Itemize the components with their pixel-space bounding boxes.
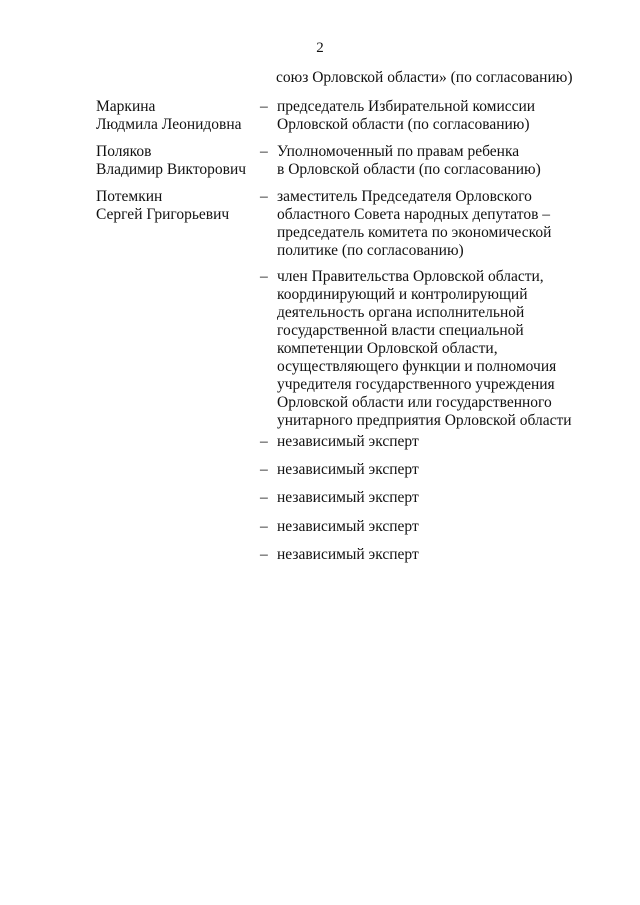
dash-separator: – (260, 98, 268, 115)
member-surname: Потемкин (96, 188, 163, 205)
dash-separator: – (260, 518, 268, 535)
member-name (96, 188, 229, 224)
role-line: заместитель Председателя Орловского (277, 188, 532, 205)
member-role (277, 518, 577, 536)
member-role (277, 143, 577, 179)
member-given-names: Сергей Григорьевич (96, 206, 230, 223)
member-role (277, 489, 577, 507)
role-line: независимый эксперт (277, 546, 419, 563)
member-role (277, 188, 577, 260)
dash-separator: – (260, 461, 268, 478)
dash-separator: – (260, 433, 268, 450)
member-role (277, 98, 577, 134)
role-line: областного Совета народных депутатов – (277, 206, 551, 223)
role-line: деятельность органа исполнительной (277, 304, 525, 321)
continuation-text: союз Орловской области» (по согласованию) (276, 69, 573, 86)
role-line: председатель комитета по экономической (277, 224, 552, 241)
role-line: учредителя государственного учреждения (277, 376, 555, 393)
role-line: Уполномоченный по правам ребенка (277, 143, 520, 160)
role-line: Орловской области или государственного (277, 394, 552, 411)
dash-separator: – (260, 268, 268, 285)
member-given-names: Владимир Викторович (96, 161, 247, 178)
page-number: 2 (316, 40, 324, 56)
dash-separator: – (260, 143, 268, 160)
role-line: независимый эксперт (277, 461, 419, 478)
role-line: Орловской области (по согласованию) (277, 116, 530, 133)
role-line: осуществляющего функции и полномочия (277, 358, 557, 375)
member-given-names: Людмила Леонидовна (96, 116, 242, 133)
role-line: независимый эксперт (277, 433, 419, 450)
dash-separator: – (260, 188, 268, 205)
member-surname: Маркина (96, 98, 156, 115)
role-line: независимый эксперт (277, 489, 419, 506)
role-line: в Орловской области (по согласованию) (277, 161, 541, 178)
role-line: государственной власти специальной (277, 322, 524, 339)
member-name (96, 143, 246, 179)
member-surname: Поляков (96, 143, 152, 160)
member-role (277, 546, 577, 564)
member-role (277, 461, 577, 479)
member-role (277, 268, 577, 430)
role-line: член Правительства Орловской области, (277, 268, 544, 285)
member-role (277, 433, 577, 451)
dash-separator: – (260, 546, 268, 563)
role-line: координирующий и контролирующий (277, 286, 528, 303)
role-line: унитарного предприятия Орловской области (277, 412, 572, 429)
dash-separator: – (260, 489, 268, 506)
role-line: политике (по согласованию) (277, 242, 464, 259)
member-name (96, 98, 242, 134)
role-line: председатель Избирательной комиссии (277, 98, 536, 115)
role-line: компетенции Орловской области, (277, 340, 498, 357)
role-line: независимый эксперт (277, 518, 419, 535)
